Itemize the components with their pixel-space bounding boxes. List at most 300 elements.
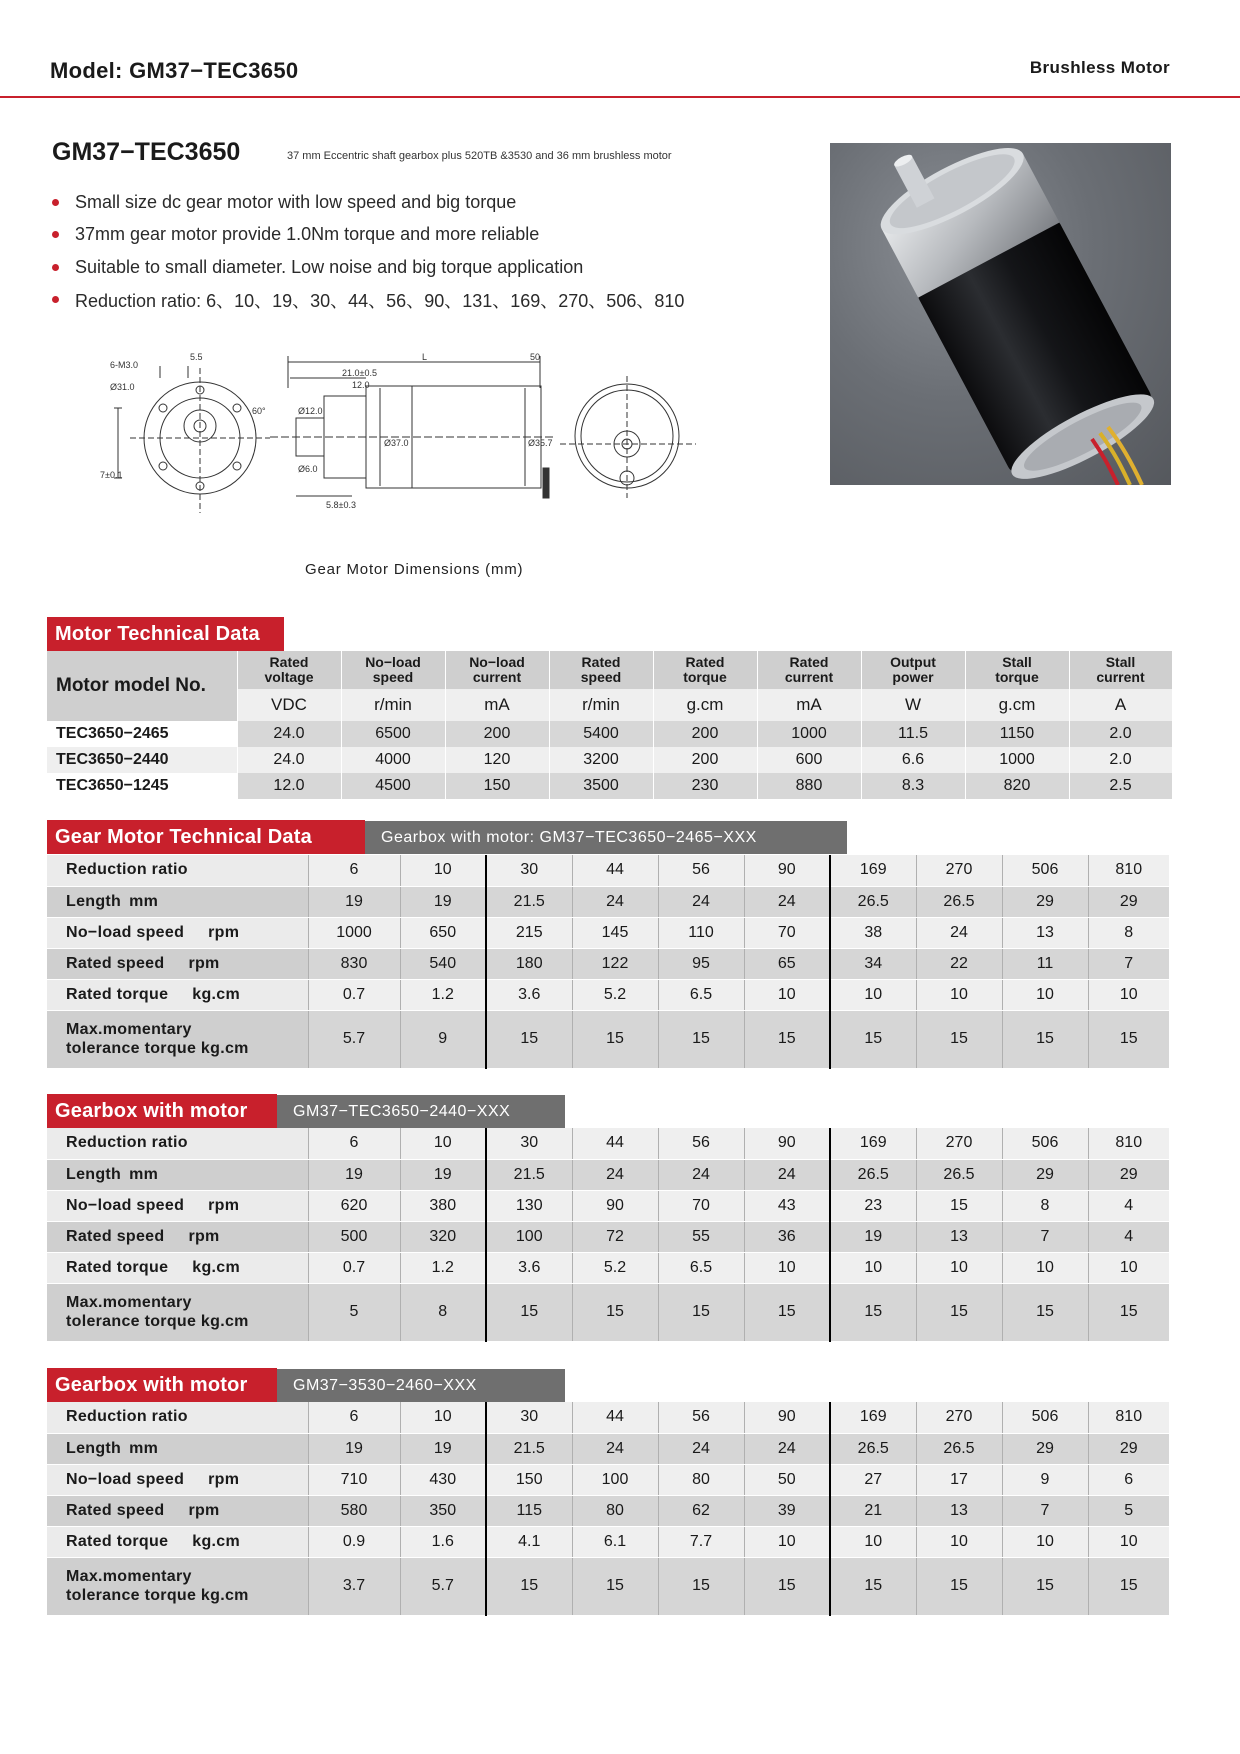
data-cell: 10 <box>916 1526 1002 1557</box>
data-cell: 169 <box>830 855 916 886</box>
row-unit: mm <box>129 1439 159 1457</box>
row-label-text: No−load speed <box>66 1470 185 1488</box>
product-subtitle: 37 mm Eccentric shaft gearbox plus 520TB &3530 and 36 mm brushless motor <box>287 150 672 162</box>
data-cell: 19 <box>308 1159 400 1190</box>
data-cell: 24 <box>572 886 658 917</box>
data-cell: 200 <box>445 721 549 747</box>
row-label <box>47 1433 308 1464</box>
data-cell: 90 <box>744 1128 830 1159</box>
data-cell: 26.5 <box>830 886 916 917</box>
data-cell: 5 <box>1088 1495 1169 1526</box>
data-cell: 29 <box>1002 1159 1088 1190</box>
data-cell: 2.0 <box>1069 721 1172 747</box>
row-label-text: Length <box>66 892 122 910</box>
data-cell: 120 <box>445 747 549 773</box>
data-cell: 17 <box>916 1464 1002 1495</box>
data-cell: 44 <box>572 1128 658 1159</box>
unit-cell: mA <box>445 689 549 721</box>
data-cell: 44 <box>572 855 658 886</box>
data-cell: 24 <box>658 1159 744 1190</box>
row-label-text: No−load speed <box>66 923 185 941</box>
data-cell: 0.7 <box>308 979 400 1010</box>
data-cell: 21 <box>830 1495 916 1526</box>
data-cell: 5.7 <box>308 1010 400 1068</box>
data-cell: 15 <box>486 1557 572 1615</box>
data-cell: 10 <box>1002 979 1088 1010</box>
data-cell: 56 <box>658 855 744 886</box>
row-label <box>47 1159 308 1190</box>
data-cell: 15 <box>1002 1557 1088 1615</box>
table-row <box>47 1190 1169 1221</box>
data-cell: 65 <box>744 948 830 979</box>
data-cell: 13 <box>1002 917 1088 948</box>
data-cell: 880 <box>757 773 861 799</box>
data-cell: 506 <box>1002 855 1088 886</box>
data-cell: 13 <box>916 1221 1002 1252</box>
dimension-caption: Gear Motor Dimensions (mm) <box>305 561 524 578</box>
data-cell: 24 <box>572 1159 658 1190</box>
header-line: Rated <box>269 654 309 670</box>
table-row <box>47 773 1172 799</box>
data-cell: 39 <box>744 1495 830 1526</box>
data-cell: 26.5 <box>916 1433 1002 1464</box>
row-label <box>47 1252 308 1283</box>
data-cell: 90 <box>744 855 830 886</box>
unit-cell: g.cm <box>653 689 757 721</box>
data-cell: 15 <box>916 1010 1002 1068</box>
data-cell: 12.0 <box>237 773 341 799</box>
row-label-text: No−load speed <box>66 1196 185 1214</box>
gear-table-1 <box>47 855 1169 1069</box>
data-cell: 1000 <box>965 747 1069 773</box>
row-unit: kg.cm <box>200 1587 249 1604</box>
data-cell: 100 <box>486 1221 572 1252</box>
data-cell: 4 <box>1088 1221 1169 1252</box>
gear-table-2-model-band: GM37−TEC3650−2440−XXX <box>277 1095 565 1128</box>
gear-table-3 <box>47 1402 1169 1616</box>
data-cell: 19 <box>400 886 486 917</box>
data-cell: 24 <box>744 886 830 917</box>
row-label <box>47 979 308 1010</box>
unit-cell: W <box>861 689 965 721</box>
row-label-text: tolerance torque <box>66 1040 197 1057</box>
data-cell: 710 <box>308 1464 400 1495</box>
dim-label: 50 <box>530 352 541 362</box>
bullet-icon <box>52 296 59 303</box>
data-cell: 24 <box>658 1433 744 1464</box>
data-cell: 1000 <box>308 917 400 948</box>
row-label-text: Reduction ratio <box>66 1408 188 1426</box>
dim-label: L <box>422 352 428 362</box>
data-cell: 15 <box>658 1283 744 1341</box>
data-cell: 36 <box>744 1221 830 1252</box>
data-cell: 110 <box>658 917 744 948</box>
row-label-text: Rated torque <box>66 1258 169 1276</box>
data-cell: 21.5 <box>486 886 572 917</box>
row-label-line: Max.momentary <box>66 1021 192 1038</box>
data-cell: 3200 <box>549 747 653 773</box>
dim-label: Ø37.0 <box>384 438 409 448</box>
data-cell: 10 <box>1002 1252 1088 1283</box>
data-cell: 72 <box>572 1221 658 1252</box>
data-cell: 26.5 <box>916 886 1002 917</box>
data-cell: 15 <box>1088 1283 1169 1341</box>
data-cell: 11.5 <box>861 721 965 747</box>
header-line: Rated <box>789 654 829 670</box>
motor-model-cell: TEC3650−2440 <box>47 747 237 773</box>
row-unit: kg.cm <box>192 1258 241 1276</box>
column-header <box>1069 651 1172 689</box>
data-cell: 1.2 <box>400 1252 486 1283</box>
data-cell: 150 <box>445 773 549 799</box>
data-cell: 15 <box>658 1557 744 1615</box>
data-cell: 3.6 <box>486 1252 572 1283</box>
data-cell: 150 <box>486 1464 572 1495</box>
row-label <box>47 1190 308 1221</box>
feature-text: Reduction ratio: 6、10、19、30、44、56、90、131、169、270、506、810 <box>75 290 685 311</box>
data-cell: 8 <box>1002 1190 1088 1221</box>
row-label <box>47 1128 308 1159</box>
data-cell: 23 <box>830 1190 916 1221</box>
header-line: current <box>472 669 522 685</box>
table-row <box>47 855 1169 886</box>
data-cell: 15 <box>572 1283 658 1341</box>
data-cell: 380 <box>400 1190 486 1221</box>
data-cell: 56 <box>658 1402 744 1433</box>
row-label-text: tolerance torque <box>66 1587 197 1604</box>
data-cell: 810 <box>1088 1128 1169 1159</box>
model-column-header: Motor model No. <box>47 651 237 721</box>
data-cell: 10 <box>916 979 1002 1010</box>
gear-table-2 <box>47 1128 1169 1342</box>
data-cell: 270 <box>916 1402 1002 1433</box>
header-model: Model: GM37−TEC3650 <box>50 58 299 83</box>
data-cell: 70 <box>744 917 830 948</box>
product-title: GM37−TEC3650 <box>52 138 241 166</box>
row-label <box>47 886 308 917</box>
data-cell: 5.7 <box>400 1557 486 1615</box>
bullet-icon <box>52 199 59 206</box>
data-cell: 15 <box>744 1557 830 1615</box>
column-header <box>445 651 549 689</box>
data-cell: 11 <box>1002 948 1088 979</box>
dim-label: Ø35.7 <box>528 438 553 448</box>
data-cell: 6.6 <box>861 747 965 773</box>
column-header <box>653 651 757 689</box>
dim-label: 5.5 <box>190 352 203 362</box>
dim-label: 12.0 <box>352 380 370 390</box>
data-cell: 8 <box>1088 917 1169 948</box>
data-cell: 90 <box>572 1190 658 1221</box>
side-view <box>270 356 556 498</box>
data-cell: 27 <box>830 1464 916 1495</box>
unit-cell: g.cm <box>965 689 1069 721</box>
data-cell: 180 <box>486 948 572 979</box>
data-cell: 1.6 <box>400 1526 486 1557</box>
data-cell: 830 <box>308 948 400 979</box>
data-cell: 29 <box>1088 1433 1169 1464</box>
data-cell: 10 <box>830 1252 916 1283</box>
data-cell: 6.5 <box>658 1252 744 1283</box>
data-cell: 9 <box>1002 1464 1088 1495</box>
data-cell: 200 <box>653 721 757 747</box>
column-header <box>757 651 861 689</box>
data-cell: 15 <box>486 1283 572 1341</box>
data-cell: 2.0 <box>1069 747 1172 773</box>
data-cell: 15 <box>830 1010 916 1068</box>
row-label <box>47 917 308 948</box>
dim-label: 6-M3.0 <box>110 360 139 370</box>
data-cell: 80 <box>572 1495 658 1526</box>
dim-label: 60° <box>252 406 266 416</box>
data-cell: 29 <box>1002 886 1088 917</box>
data-cell: 4 <box>1088 1190 1169 1221</box>
data-cell: 15 <box>572 1010 658 1068</box>
data-cell: 24.0 <box>237 721 341 747</box>
row-label-text: Length <box>66 1165 122 1183</box>
data-cell: 320 <box>400 1221 486 1252</box>
table-row <box>47 1433 1169 1464</box>
motor-data-table <box>47 651 1173 799</box>
dim-label: 7±0.1 <box>100 470 123 480</box>
header-line: power <box>892 669 934 685</box>
header-line: No−load <box>365 654 421 670</box>
data-cell: 21.5 <box>486 1159 572 1190</box>
data-cell: 24 <box>572 1433 658 1464</box>
data-cell: 350 <box>400 1495 486 1526</box>
data-cell: 30 <box>486 855 572 886</box>
data-cell: 50 <box>744 1464 830 1495</box>
data-cell: 15 <box>658 1010 744 1068</box>
data-cell: 7 <box>1088 948 1169 979</box>
data-cell: 9 <box>400 1010 486 1068</box>
data-cell: 820 <box>965 773 1069 799</box>
header-line: current <box>1096 669 1145 685</box>
data-cell: 10 <box>744 1252 830 1283</box>
data-cell: 215 <box>486 917 572 948</box>
column-header <box>549 651 653 689</box>
table-row <box>47 1221 1169 1252</box>
data-cell: 810 <box>1088 855 1169 886</box>
data-cell: 43 <box>744 1190 830 1221</box>
data-cell: 15 <box>916 1190 1002 1221</box>
motor-header-row <box>47 651 1172 689</box>
dimension-drawing <box>100 348 780 524</box>
row-label <box>47 1221 308 1252</box>
data-cell: 10 <box>916 1252 1002 1283</box>
column-header <box>861 651 965 689</box>
gear-table-2-title: Gearbox with motor <box>47 1094 277 1128</box>
row-label-line <box>66 1586 308 1605</box>
header-line: voltage <box>264 669 314 685</box>
data-cell: 70 <box>658 1190 744 1221</box>
page-header <box>0 0 1240 98</box>
column-header <box>965 651 1069 689</box>
data-cell: 145 <box>572 917 658 948</box>
dim-label: 5.8±0.3 <box>326 500 356 510</box>
data-cell: 200 <box>653 747 757 773</box>
row-label-text: Rated torque <box>66 1532 169 1550</box>
row-label <box>47 1010 308 1068</box>
data-cell: 6 <box>308 1402 400 1433</box>
row-label <box>47 1495 308 1526</box>
data-cell: 100 <box>572 1464 658 1495</box>
data-cell: 15 <box>744 1010 830 1068</box>
table-row <box>47 948 1169 979</box>
table-row <box>47 1128 1169 1159</box>
row-unit: kg.cm <box>192 985 241 1003</box>
row-label <box>47 1526 308 1557</box>
row-label-line <box>66 1312 308 1331</box>
motor-model-cell: TEC3650−2465 <box>47 721 237 747</box>
row-label <box>47 1464 308 1495</box>
feature-item <box>52 284 684 317</box>
data-cell: 7 <box>1002 1495 1088 1526</box>
feature-list <box>52 186 684 316</box>
table-row <box>47 1464 1169 1495</box>
data-cell: 540 <box>400 948 486 979</box>
data-cell: 62 <box>658 1495 744 1526</box>
data-cell: 10 <box>830 1526 916 1557</box>
data-cell: 506 <box>1002 1128 1088 1159</box>
data-cell: 122 <box>572 948 658 979</box>
data-cell: 26.5 <box>830 1433 916 1464</box>
feature-item <box>52 219 684 252</box>
data-cell: 24.0 <box>237 747 341 773</box>
data-cell: 810 <box>1088 1402 1169 1433</box>
row-unit: rpm <box>208 923 240 941</box>
row-unit: mm <box>129 1165 159 1183</box>
data-cell: 13 <box>916 1495 1002 1526</box>
data-cell: 22 <box>916 948 1002 979</box>
row-unit: rpm <box>188 1501 220 1519</box>
data-cell: 10 <box>1088 1526 1169 1557</box>
motor-data-title: Motor Technical Data <box>47 617 284 651</box>
data-cell: 506 <box>1002 1402 1088 1433</box>
header-line: Stall <box>1105 654 1136 670</box>
data-cell: 38 <box>830 917 916 948</box>
feature-item <box>52 251 684 284</box>
row-label-text: Length <box>66 1439 122 1457</box>
row-label-text: tolerance torque <box>66 1313 197 1330</box>
data-cell: 10 <box>830 979 916 1010</box>
data-cell: 44 <box>572 1402 658 1433</box>
data-cell: 620 <box>308 1190 400 1221</box>
data-cell: 7.7 <box>658 1526 744 1557</box>
data-cell: 5.2 <box>572 1252 658 1283</box>
gear-table-3-title: Gearbox with motor <box>47 1368 277 1402</box>
header-line: No−load <box>469 654 525 670</box>
data-cell: 8.3 <box>861 773 965 799</box>
data-cell: 6 <box>308 855 400 886</box>
data-cell: 10 <box>400 855 486 886</box>
motor-model-cell: TEC3650−1245 <box>47 773 237 799</box>
data-cell: 30 <box>486 1128 572 1159</box>
data-cell: 10 <box>400 1128 486 1159</box>
header-line: torque <box>683 669 727 685</box>
header-line: speed <box>580 669 622 685</box>
data-cell: 430 <box>400 1464 486 1495</box>
data-cell: 56 <box>658 1128 744 1159</box>
data-cell: 3.6 <box>486 979 572 1010</box>
data-cell: 26.5 <box>830 1159 916 1190</box>
data-cell: 30 <box>486 1402 572 1433</box>
data-cell: 5400 <box>549 721 653 747</box>
rear-view <box>560 376 696 498</box>
table-row <box>47 1402 1169 1433</box>
table-row <box>47 979 1169 1010</box>
feature-text: 37mm gear motor provide 1.0Nm torque and more reliable <box>75 224 540 245</box>
table-row <box>47 917 1169 948</box>
data-cell: 130 <box>486 1190 572 1221</box>
unit-cell: r/min <box>341 689 445 721</box>
row-label-text: Rated speed <box>66 1501 165 1519</box>
row-unit: rpm <box>188 954 220 972</box>
dim-label: 21.0±0.5 <box>342 368 377 378</box>
row-unit: mm <box>129 892 159 910</box>
header-line: current <box>784 669 834 685</box>
unit-cell: r/min <box>549 689 653 721</box>
data-cell: 15 <box>830 1557 916 1615</box>
row-label <box>47 1402 308 1433</box>
table-row <box>47 1283 1169 1341</box>
data-cell: 5.2 <box>572 979 658 1010</box>
data-cell: 6.5 <box>658 979 744 1010</box>
row-unit: rpm <box>188 1227 220 1245</box>
data-cell: 10 <box>1088 1252 1169 1283</box>
data-cell: 6500 <box>341 721 445 747</box>
data-cell: 0.9 <box>308 1526 400 1557</box>
table-row <box>47 1159 1169 1190</box>
data-cell: 90 <box>744 1402 830 1433</box>
table-row <box>47 747 1172 773</box>
row-label-text: Rated speed <box>66 1227 165 1245</box>
data-cell: 26.5 <box>916 1159 1002 1190</box>
data-cell: 230 <box>653 773 757 799</box>
dim-label: Ø12.0 <box>298 406 323 416</box>
data-cell: 1.2 <box>400 979 486 1010</box>
data-cell: 10 <box>1002 1526 1088 1557</box>
row-unit: kg.cm <box>200 1040 249 1057</box>
feature-text: Suitable to small diameter. Low noise and big torque application <box>75 256 584 277</box>
feature-text: Small size dc gear motor with low speed and big torque <box>75 191 517 212</box>
data-cell: 7 <box>1002 1221 1088 1252</box>
header-line: Output <box>890 654 936 670</box>
table-row <box>47 1252 1169 1283</box>
data-cell: 4000 <box>341 747 445 773</box>
dim-label: Ø6.0 <box>298 464 318 474</box>
column-header <box>237 651 341 689</box>
data-cell: 3.7 <box>308 1557 400 1615</box>
row-label-text: Rated speed <box>66 954 165 972</box>
data-cell: 3500 <box>549 773 653 799</box>
data-cell: 19 <box>830 1221 916 1252</box>
row-label <box>47 855 308 886</box>
header-line: Rated <box>581 654 621 670</box>
data-cell: 15 <box>1002 1283 1088 1341</box>
data-cell: 580 <box>308 1495 400 1526</box>
data-cell: 4500 <box>341 773 445 799</box>
data-cell: 95 <box>658 948 744 979</box>
data-cell: 15 <box>1002 1010 1088 1068</box>
header-line: torque <box>995 669 1039 685</box>
data-cell: 15 <box>1088 1557 1169 1615</box>
data-cell: 4.1 <box>486 1526 572 1557</box>
row-unit: kg.cm <box>200 1313 249 1330</box>
data-cell: 10 <box>744 1526 830 1557</box>
data-cell: 29 <box>1002 1433 1088 1464</box>
row-label-line: Max.momentary <box>66 1568 192 1585</box>
